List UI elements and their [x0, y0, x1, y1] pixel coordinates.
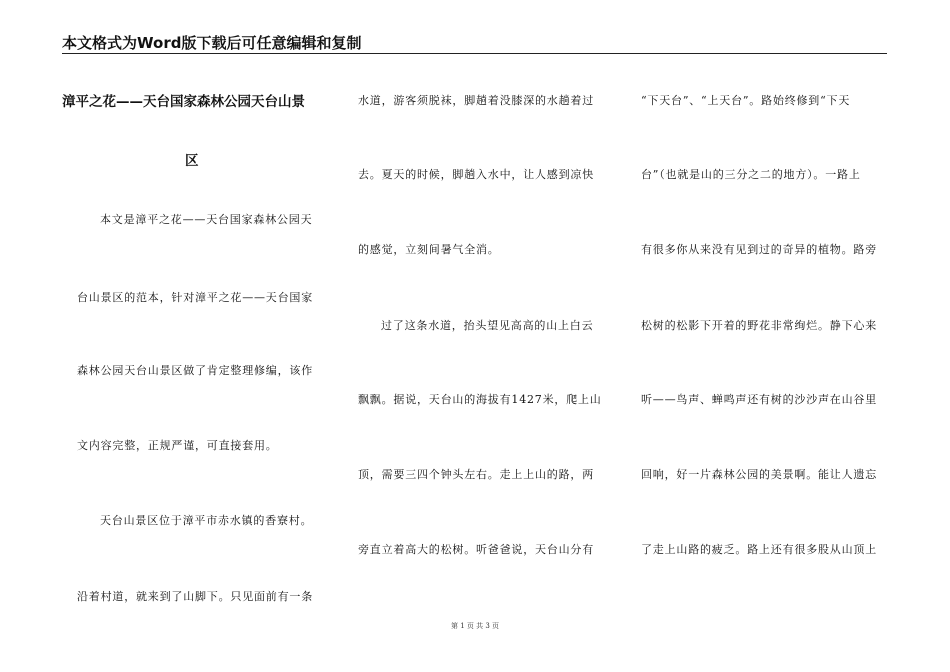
- column3-line: 回响，好一片森林公园的美景啊。能让人遗忘: [641, 468, 877, 481]
- column1-line: 天台山景区位于漳平市赤水镇的香寮村。: [100, 514, 313, 527]
- column3-line: 松树的松影下开着的野花非常绚烂。静下心来: [641, 319, 877, 332]
- column2-line: 旁直立着高大的松树。听爸爸说，天台山分有: [358, 543, 594, 556]
- header-divider: [62, 53, 887, 54]
- column1-line: 台山景区的范本，针对漳平之花——天台国家: [77, 291, 313, 304]
- document-title-line-1: 漳平之花——天台国家森林公园天台山景: [62, 94, 305, 110]
- header-title: 本文格式为Word版下载后可任意编辑和复制: [62, 34, 362, 52]
- column2-line: 水道，游客须脱袜，脚趟着没膝深的水趟着过: [358, 94, 594, 107]
- column2-line: 去。夏天的时候，脚趟入水中，让人感到凉快: [358, 168, 594, 181]
- column1-line: 文内容完整，正规严谨，可直接套用。: [77, 439, 278, 452]
- column3-line: 台”（也就是山的三分之二的地方）。一路上: [641, 168, 861, 181]
- column3-line: “下天台”、“上天台”。路始终修到“下天: [641, 94, 851, 107]
- document-title-line-2: 区: [185, 153, 199, 169]
- column3-line: 有很多你从来没有见到过的奇异的植物。路旁: [641, 243, 877, 256]
- column1-line: 本文是漳平之花——天台国家森林公园天: [100, 213, 313, 226]
- column1-line: 森林公园天台山景区做了肯定整理修编，该作: [77, 364, 313, 377]
- column2-line: 过了这条水道，抬头望见高高的山上白云: [381, 319, 594, 332]
- page-number: 第 1 页 共 3 页: [450, 622, 500, 630]
- column2-line: 飘飘。据说，天台山的海拔有1427米，爬上山: [358, 393, 602, 406]
- column3-line: 了走上山路的疲乏。路上还有很多股从山顶上: [641, 543, 877, 556]
- column2-line: 顶，需要三四个钟头左右。走上上山的路，两: [358, 468, 594, 481]
- column3-line: 听——鸟声、蝉鸣声还有树的沙沙声在山谷里: [641, 393, 877, 406]
- column1-line: 沿着村道，就来到了山脚下。只见面前有一条: [77, 590, 313, 603]
- column2-line: 的感觉，立刻间暑气全消。: [358, 243, 500, 256]
